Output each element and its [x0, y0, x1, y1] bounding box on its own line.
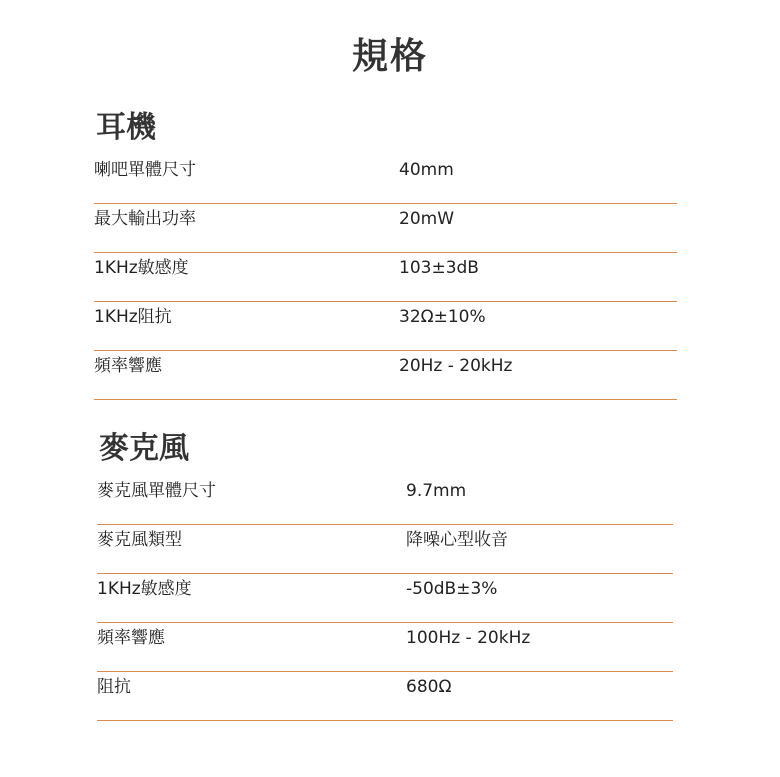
- spec-label: 1KHz阻抗: [94, 307, 172, 327]
- spec-row: [97, 525, 673, 574]
- spec-row: [97, 623, 673, 672]
- spec-label: 頻率響應: [97, 628, 165, 648]
- spec-row: [94, 253, 677, 302]
- spec-value: 降噪心型收音: [406, 530, 508, 550]
- spec-row: [97, 476, 673, 525]
- spec-row: [94, 155, 677, 204]
- spec-row: [97, 672, 673, 721]
- spec-row: [94, 204, 677, 253]
- spec-value: 100Hz - 20kHz: [406, 628, 531, 648]
- spec-label: 1KHz敏感度: [94, 258, 189, 278]
- section-heading: 麥克風: [99, 431, 189, 466]
- headphone-spec-section: [94, 106, 677, 400]
- spec-label: 頻率響應: [94, 356, 162, 376]
- spec-row: [94, 302, 677, 351]
- spec-value: 32Ω±10%: [399, 307, 486, 327]
- spec-value: 20mW: [399, 209, 455, 229]
- spec-row: [97, 574, 673, 623]
- spec-value: 680Ω: [406, 677, 452, 697]
- spec-value: 103±3dB: [399, 258, 479, 278]
- spec-value: 20Hz - 20kHz: [399, 356, 513, 376]
- spec-label: 1KHz敏感度: [97, 579, 192, 599]
- spec-label: 最大輸出功率: [94, 209, 196, 229]
- spec-value: 40mm: [399, 160, 454, 180]
- spec-row: [94, 351, 677, 400]
- section-heading: 耳機: [96, 110, 156, 145]
- spec-label: 喇吧單體尺寸: [94, 160, 196, 180]
- spec-label: 麥克風類型: [97, 530, 182, 550]
- spec-label: 阻抗: [97, 677, 131, 697]
- microphone-spec-section: [97, 427, 673, 721]
- page-title: 規格: [351, 36, 428, 77]
- spec-label: 麥克風單體尺寸: [97, 481, 216, 501]
- spec-value: -50dB±3%: [406, 579, 498, 599]
- spec-value: 9.7mm: [406, 481, 467, 501]
